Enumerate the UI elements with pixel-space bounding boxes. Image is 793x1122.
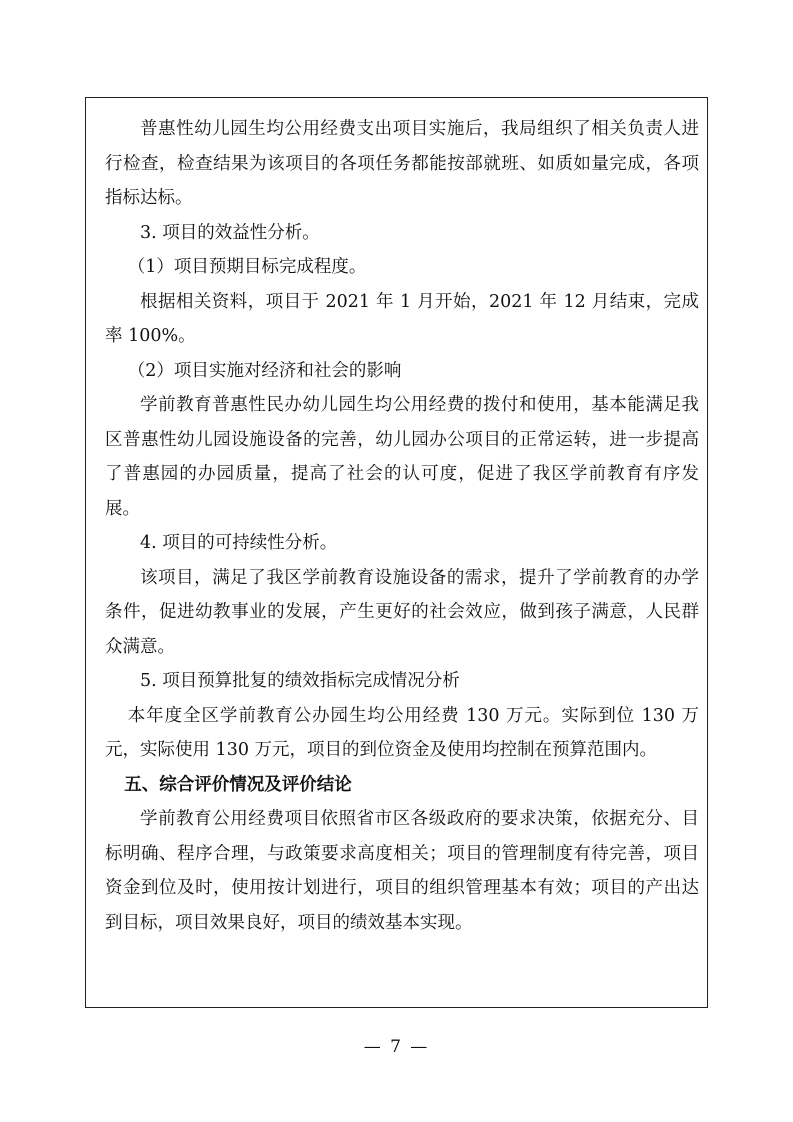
paragraph-completion-rate: 根据相关资料，项目于 2021 年 1 月开始，2021 年 12 月结束，完成率 100%。 xyxy=(105,291,699,346)
document-body xyxy=(105,112,699,940)
paragraph-inspection-result: 普惠性幼儿园生均公用经费支出项目实施后，我局组织了相关负责人进行检查，检查结果为该项目的各项任务都能按部就班、如质如量完成，各项指标达标。 xyxy=(105,119,699,208)
heading-performance-indicators: 5. 项目预算批复的绩效指标完成情况分析 xyxy=(140,671,460,691)
subheading-economic-social-impact: （2）项目实施对经济和社会的影响 xyxy=(127,360,402,381)
heading-effectiveness-analysis: 3. 项目的效益性分析。 xyxy=(140,222,320,243)
heading-sustainability-analysis: 4. 项目的可持续性分析。 xyxy=(140,533,338,553)
paragraph-sustainability: 该项目，满足了我区学前教育设施设备的需求，提升了学前教育的办学条件，促进幼教事业的发展，产生更好的社会效应，做到孩子满意，人民群众满意。 xyxy=(105,567,699,657)
paragraph-evaluation-conclusion: 学前教育公用经费项目依照省市区各级政府的要求决策，依据充分、目标明确、程序合理，与政策要求高度相关；项目的管理制度有待完善，项目资金到位及时，使用按计划进行，项目的组织管理基本有效；项目的产出达到目标，项目效果良好，项目的绩效基本实现。 xyxy=(105,809,699,933)
paragraph-budget-usage: 本年度全区学前教育公办园生均公用经费 130 万元。实际到位 130 万元，实际使用 130 万元，项目的到位资金及使用均控制在预算范围内。 xyxy=(105,705,699,760)
paragraph-impact-description: 学前教育普惠性民办幼儿园生均公用经费的拨付和使用，基本能满足我区普惠性幼儿园设施设备的完善，幼儿园办公项目的正常运转，进一步提高了普惠园的办园质量，提高了社会的认可度，促进了我区学前教育有序发展。 xyxy=(105,395,699,519)
page-number: — 7 — xyxy=(363,1037,430,1057)
subheading-target-completion: （1）项目预期目标完成程度。 xyxy=(127,257,367,277)
section-heading-evaluation-conclusion: 五、综合评价情况及评价结论 xyxy=(124,774,352,795)
